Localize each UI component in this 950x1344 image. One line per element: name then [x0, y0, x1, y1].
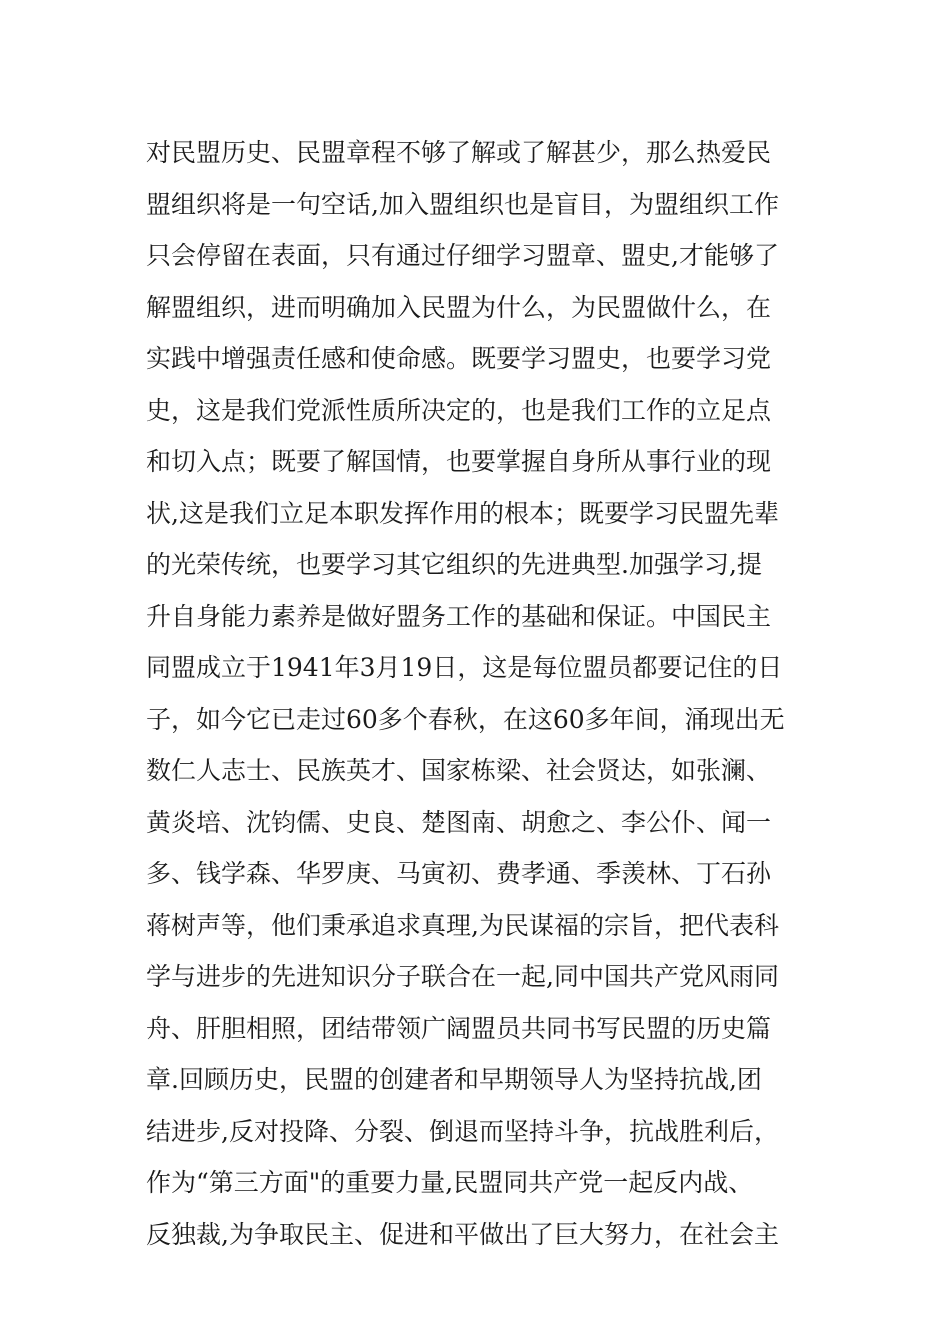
- text-line: 的光荣传统，也要学习其它组织的先进典型.加强学习,提: [146, 550, 762, 579]
- text-line: 蒋树声等，他们秉承追求真理,为民谋福的宗旨，把代表科: [146, 910, 779, 940]
- text-line: 结进步,反对投降、分裂、倒退而坚持斗争，抗战胜利后，: [146, 1116, 779, 1146]
- text-line: 对民盟历史、民盟章程不够了解或了解甚少，那么热爱民: [146, 138, 772, 167]
- text-line: 学与进步的先进知识分子联合在一起,同中国共产党风雨同: [146, 962, 779, 991]
- text-line: 舟、肝胆相照，团结带领广阔盟员共同书写民盟的历史篇: [146, 1013, 772, 1043]
- text-line: 解盟组织，进而明确加入民盟为什么，为民盟做什么，在: [146, 292, 772, 322]
- text-line: 数仁人志士、民族英才、国家栋梁、社会贤达，如张澜、: [146, 756, 772, 785]
- text-line: 盟组织将是一句空话,加入盟组织也是盲目，为盟组织工作: [146, 189, 779, 219]
- text-line: 反独裁,为争取民主、促进和平做出了巨大努力，在社会主: [146, 1219, 779, 1249]
- body-text: [146, 127, 816, 1260]
- text-line: 多、钱学森、华罗庚、马寅初、费孝通、季羡林、丁石孙: [146, 859, 772, 888]
- text-line: 升自身能力素养是做好盟务工作的基础和保证。中国民主: [146, 601, 772, 631]
- text-line: 只会停留在表面，只有通过仔细学习盟章、盟史,才能够了: [146, 241, 779, 270]
- text-line: 子，如今它已走过60多个春秋，在这60多年间，涌现出无: [146, 704, 785, 734]
- text-line: 作为“第三方面"的重要力量,民盟同共产党一起反内战、: [146, 1168, 754, 1197]
- text-line: 和切入点；既要了解国情，也要掌握自身所从事行业的现: [146, 447, 772, 476]
- text-line: 史，这是我们党派性质所决定的，也是我们工作的立足点: [146, 395, 772, 425]
- text-line: 状,这是我们立足本职发挥作用的根本；既要学习民盟先辈: [146, 498, 779, 528]
- text-line: 实践中增强责任感和使命感。既要学习盟史，也要学习党: [146, 344, 772, 373]
- text-line: 黄炎培、沈钧儒、史良、楚图南、胡愈之、李公仆、闻一: [146, 807, 772, 837]
- text-line: 章.回顾历史，民盟的创建者和早期领导人为坚持抗战,团: [146, 1065, 762, 1094]
- text-line: 同盟成立于1941年3月19日，这是每位盟员都要记住的日: [146, 653, 783, 682]
